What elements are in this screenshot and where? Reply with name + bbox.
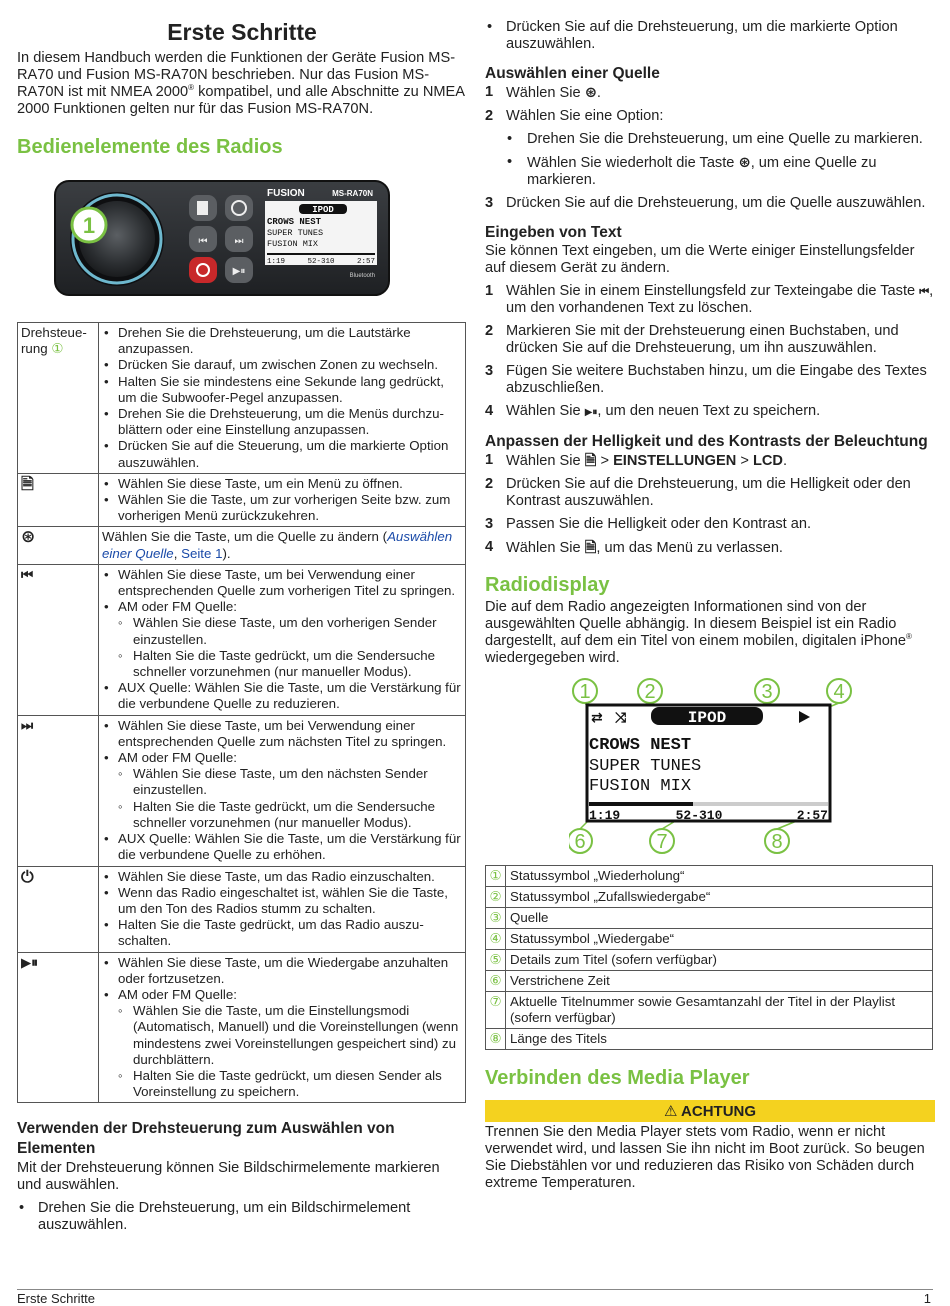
- list-item: • AM oder FM Quelle:: [102, 750, 462, 766]
- callout-8: 8: [771, 831, 783, 853]
- svg-text:FUSION: FUSION: [267, 188, 305, 199]
- list-item: • Wählen Sie diese Taste, um bei Verwendung einer entsprechenden Quelle zum nächsten Titel zu springen.: [102, 718, 462, 750]
- heading-select-source: Auswählen einer Quelle: [485, 65, 660, 82]
- step-item: 1 Wählen Sie in einem Einstellungsfeld zur Texteingabe die Taste ⏮, um den vorhandenen Text zu löschen.: [485, 283, 934, 316]
- link-select-source[interactable]: Auswählen einer Quelle: [102, 529, 453, 561]
- list-item: • AUX Quelle: Wählen Sie die Taste, um die Verstärkung für die verbundene Quelle zu reduzieren.: [102, 680, 462, 712]
- caution-text: Trennen Sie den Media Player stets vom Radio, wenn er nicht verwendet wird, und lassen Sie ihn nicht im Boot zurück. So beugen Sie Diebstählen vor und reduzieren das Risiko von Schäden durch extreme Temperaturen.: [485, 1124, 925, 1191]
- list-item: • Drehen Sie die Drehsteuerung, um ein Bildschirmelement auszuwählen.: [17, 1200, 467, 1234]
- callout-7: 7: [656, 831, 668, 853]
- callout-6: 6: [574, 831, 586, 853]
- svg-text:FUSION MIX: FUSION MIX: [589, 777, 692, 796]
- svg-text:2:57: 2:57: [356, 258, 375, 266]
- step-item: 3 Drücken Sie auf die Drehsteuerung, um die Quelle auszuwählen.: [485, 195, 926, 211]
- play-pause-icon: ▶⏸: [584, 407, 598, 418]
- radio-display-text: Die auf dem Radio angezeigten Informationen sind von der ausgewählten Quelle abhängig. In diesem Beispiel ist ein Radio dargestellt, auf dem ein Titel von einem mobilen, digitalen iPhone® wiedergegeben wird.: [485, 599, 912, 666]
- callout-4: 4: [833, 681, 845, 703]
- source-icon: ⊛: [21, 527, 36, 548]
- left-column: [17, 0, 467, 1234]
- table-row: ⑦ Aktuelle Titelnummer sowie Gesamtanzahl der Titel in der Playlist (sofern verfügbar): [486, 992, 933, 1029]
- list-item: ◦ Halten Sie die Taste gedrückt, um diesen Sender als Voreinstellung zu speichern.: [102, 1068, 462, 1100]
- list-item: • Drehen Sie die Drehsteuerung, um die Lautstärke anzupassen.: [102, 325, 462, 357]
- list-item: • Wählen Sie diese Taste, um die Wiedergabe anzuhalten oder fortzusetzen.: [102, 955, 462, 987]
- list-item: • Drehen Sie die Drehsteuerung, um eine Quelle zu markieren.: [485, 131, 935, 148]
- radio-display-diagram: [569, 675, 859, 855]
- table-row: ① Statussymbol „Wiederholung“: [486, 866, 933, 887]
- list-item: ◦ Halten Sie die Taste gedrückt, um die Sendersuche schneller vorzunehmen (nur manueller Modus).: [102, 648, 462, 680]
- step-item: 4 Wählen Sie 🗎, um das Menü zu verlassen.: [485, 539, 783, 556]
- svg-text:52-310: 52-310: [307, 258, 335, 266]
- svg-text:IPOD: IPOD: [312, 205, 334, 215]
- list-item: • Drehen Sie die Drehsteuerung, um die Menüs durchzublättern oder eine Einstellung anzupassen.: [102, 406, 462, 438]
- step-item: 3 Fügen Sie weitere Buchstaben hinzu, um die Eingabe des Textes abzuschließen.: [485, 363, 927, 396]
- section-heading-radio-display: Radiodisplay: [485, 574, 610, 596]
- callout-2: 2: [644, 681, 656, 703]
- step-item: 2 Markieren Sie mit der Drehsteuerung einen Buchstaben, und drücken Sie auf die Drehsteuerung, um ihn auszuwählen.: [485, 323, 899, 356]
- play-pause-icon: ▶⏸: [21, 955, 38, 971]
- list-item: • Wählen Sie diese Taste, um bei Verwendung einer entsprechenden Quelle zum vorherigen Titel zu springen.: [102, 567, 462, 599]
- table-row: ④ Statussymbol „Wiedergabe“: [486, 929, 933, 950]
- menu-icon: 🗎: [21, 473, 34, 493]
- step-item: 2 Drücken Sie auf die Drehsteuerung, um die Helligkeit oder den Kontrast auszuwählen.: [485, 476, 911, 509]
- table-row: ⊛ Wählen Sie die Taste, um die Quelle zu ändern (Auswählen einer Quelle, Seite 1).: [18, 527, 466, 564]
- controls-table: [17, 322, 466, 1103]
- page-title: Erste Schritte: [167, 19, 317, 45]
- source-icon: ⊛: [584, 84, 597, 101]
- table-row: [18, 952, 466, 1103]
- footer-section: Erste Schritte: [17, 1291, 96, 1306]
- intro-paragraph: In diesem Handbuch werden die Funktionen der Geräte Fusion MS-RA70 und Fusion MS-RA70N beschrieben. Nur das Fusion MS-RA70N ist mit NMEA 2000® kompatibel, und alle Abschnitte zu NMEA 2000 Funktionen gelten nur für das Fusion MS-RA70N.: [17, 50, 465, 117]
- link-page[interactable]: Seite 1: [181, 545, 223, 561]
- list-item: • Wählen Sie diese Taste, um das Radio einzuschalten.: [102, 869, 462, 885]
- dial-description: [99, 323, 466, 474]
- table-row: [18, 715, 466, 866]
- list-item: • Drücken Sie darauf, um zwischen Zonen zu wechseln.: [102, 357, 462, 373]
- heading-enter-text: Eingeben von Text: [485, 224, 622, 241]
- source-icon: ⊛: [738, 154, 751, 171]
- callout-3: 3: [761, 681, 773, 703]
- callout-1-ref: ①: [51, 341, 64, 357]
- power-button: [189, 257, 217, 283]
- display-legend-table: [485, 865, 933, 1050]
- table-row: [18, 323, 466, 474]
- repeat-icon: ⇄: [591, 710, 603, 726]
- svg-text:CROWS NEST: CROWS NEST: [589, 736, 692, 755]
- table-row: [18, 564, 466, 715]
- previous-track-icon: ⏮: [919, 285, 930, 298]
- table-row: ⑧ Länge des Titels: [486, 1029, 933, 1050]
- section-heading-media-player: Verbinden des Media Player: [485, 1067, 750, 1089]
- list-item: • Halten Sie die Taste gedrückt, um das Radio auszuschalten.: [102, 917, 462, 949]
- list-item: • AM oder FM Quelle:: [102, 987, 462, 1003]
- svg-text:1:19: 1:19: [589, 808, 621, 823]
- next-track-icon: ⏭: [21, 718, 33, 734]
- source-button: [225, 195, 253, 221]
- list-item: • AM oder FM Quelle:: [102, 599, 462, 615]
- enter-text-intro: Sie können Text eingeben, um die Werte einiger Einstellungsfelder auf diesem Gerät zu ändern.: [485, 243, 915, 276]
- radio-front-image: [53, 177, 393, 299]
- step-item: 1 Wählen Sie ⊛.: [485, 84, 601, 101]
- svg-text:FUSION MIX: FUSION MIX: [267, 239, 319, 249]
- svg-text:MS-RA70N: MS-RA70N: [332, 189, 373, 198]
- menu-icon: 🗎: [584, 539, 597, 556]
- shuffle-icon: ⤨: [615, 710, 627, 726]
- menu-icon: 🗎: [584, 452, 597, 469]
- section-heading-controls: Bedienelemente des Radios: [17, 136, 283, 158]
- list-item: • AUX Quelle: Wählen Sie die Taste, um die Verstärkung für die verbundene Quelle zu erhöhen.: [102, 831, 462, 863]
- list-item: • Wählen Sie diese Taste, um ein Menü zu öffnen.: [102, 476, 462, 492]
- svg-text:1:19: 1:19: [267, 258, 286, 266]
- svg-text:▶⏸: ▶⏸: [232, 266, 246, 277]
- previous-track-icon: ⏮: [21, 567, 33, 583]
- table-row: ⑥ Verstrichene Zeit: [486, 971, 933, 992]
- svg-text:⏮: ⏮: [198, 236, 208, 247]
- progress-bar-fill: [589, 802, 693, 806]
- svg-text:⏭: ⏭: [234, 236, 244, 247]
- table-row: ⑤ Details zum Titel (sofern verfügbar): [486, 950, 933, 971]
- table-row: [18, 866, 466, 952]
- list-item: • Drücken Sie auf die Drehsteuerung, um die markierte Option auszuwählen.: [485, 19, 935, 53]
- heading-dial-use: Verwenden der Drehsteuerung zum Auswählen von Elementen: [17, 1120, 395, 1158]
- list-item: • Halten Sie sie mindestens eine Sekunde lang gedrückt, um die Subwoofer-Pegel anzupassen.: [102, 374, 462, 406]
- svg-text:52-310: 52-310: [675, 808, 723, 823]
- power-icon: ⏻: [21, 866, 34, 886]
- list-item: ◦ Wählen Sie diese Taste, um den vorherigen Sender einzustellen.: [102, 615, 462, 647]
- list-item: ◦ Wählen Sie diese Taste, um den nächsten Sender einzustellen.: [102, 766, 462, 798]
- table-row: ③ Quelle: [486, 908, 933, 929]
- svg-text:1: 1: [82, 213, 96, 238]
- page-footer: [17, 1289, 933, 1306]
- dial-label-cell: Drehsteue-rung ①: [18, 323, 99, 474]
- svg-text:2:57: 2:57: [796, 808, 828, 823]
- callout-1: 1: [579, 681, 591, 703]
- page-number: 1: [923, 1291, 931, 1306]
- list-item: • Wählen Sie die Taste, um zur vorherigen Seite bzw. zum vorherigen Menü zurückzukehren.: [102, 492, 462, 524]
- svg-text:Bluetooth: Bluetooth: [349, 273, 375, 279]
- svg-text:SUPER TUNES: SUPER TUNES: [589, 757, 702, 776]
- heading-brightness: Anpassen der Helligkeit und des Kontrasts der Beleuchtung: [485, 433, 928, 450]
- right-column: [485, 0, 935, 1192]
- svg-text:CROWS NEST: CROWS NEST: [267, 217, 322, 227]
- step-item: 2 Wählen Sie eine Option:: [485, 108, 664, 124]
- caution-banner: ⚠ ACHTUNG: [485, 1100, 935, 1122]
- step-item: 1 Wählen Sie 🗎 > EINSTELLUNGEN > LCD.: [485, 452, 788, 469]
- list-item: • Wählen Sie wiederholt die Taste ⊛, um eine Quelle zu markieren.: [485, 154, 935, 189]
- svg-text:IPOD: IPOD: [687, 709, 727, 727]
- warning-icon: ⚠: [663, 1102, 678, 1120]
- list-item: • Wenn das Radio eingeschaltet ist, wählen Sie die Taste, um den Ton des Radios stumm zu schalten.: [102, 885, 462, 917]
- list-item: ◦ Halten Sie die Taste gedrückt, um die Sendersuche schneller vorzunehmen (nur manueller Modus).: [102, 799, 462, 831]
- list-item: ◦ Wählen Sie die Taste, um die Einstellungsmodi (Automatisch, Manuell) und die Voreinstellungen (wenn mindestens zwei Voreinstellungen gespeichert sind) zu durchblättern.: [102, 1003, 462, 1068]
- step-item: 4 Wählen Sie ▶⏸, um den neuen Text zu speichern.: [485, 403, 821, 419]
- list-item: • Drücken Sie auf die Steuerung, um die markierte Option auszuwählen.: [102, 438, 462, 470]
- table-row: ② Statussymbol „Zufallswiedergabe“: [486, 887, 933, 908]
- step-item: 3 Passen Sie die Helligkeit oder den Kontrast an.: [485, 516, 812, 532]
- svg-text:SUPER TUNES: SUPER TUNES: [267, 228, 324, 238]
- table-row: [18, 473, 466, 527]
- dial-use-text: Mit der Drehsteuerung können Sie Bildschirmelemente markieren und auswählen.: [17, 1160, 440, 1194]
